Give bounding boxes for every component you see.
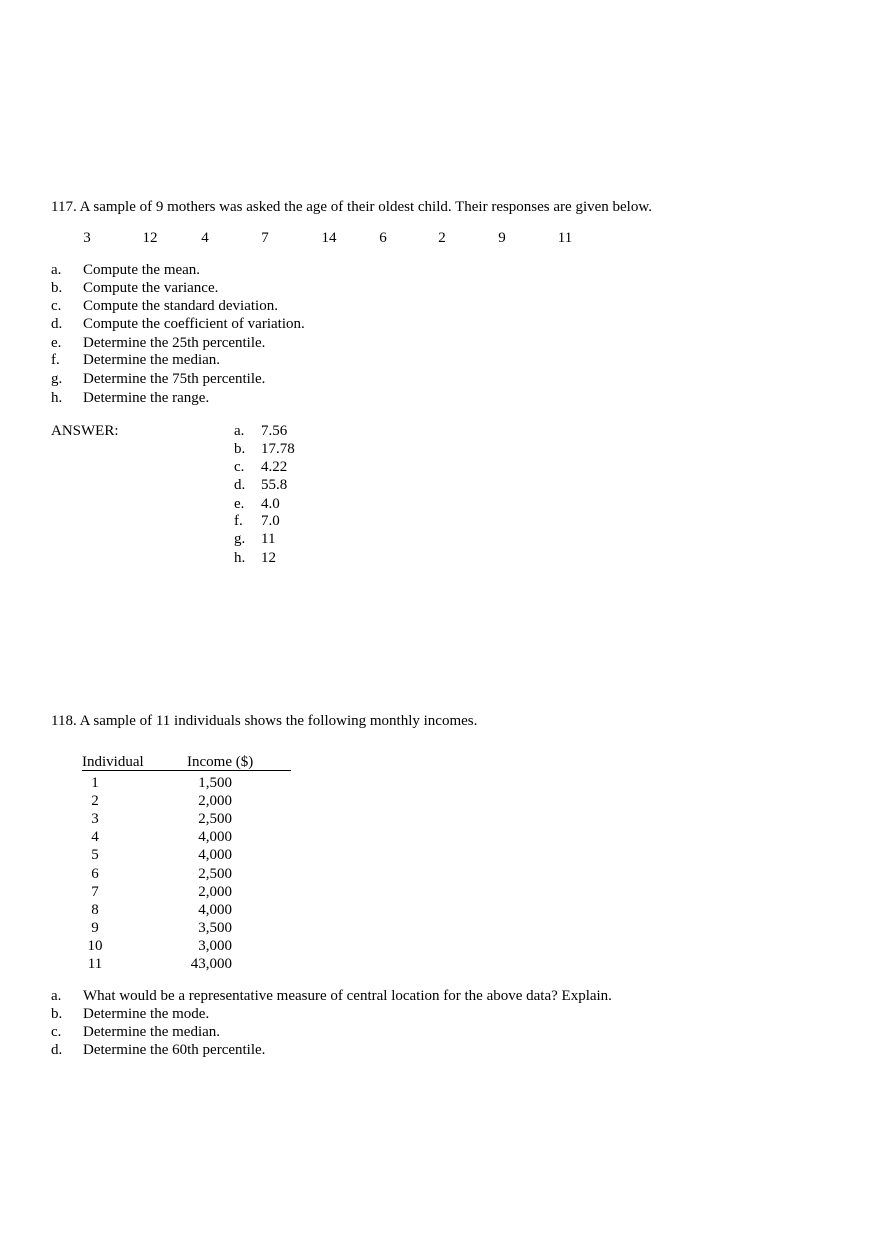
part-label: a.	[51, 262, 62, 278]
cell-individual: 8	[91, 902, 99, 918]
header-underline	[82, 770, 291, 771]
answer-item-label: c.	[234, 459, 245, 475]
cell-income: 2,500	[198, 811, 232, 827]
q117-value: 12	[142, 230, 158, 246]
cell-income: 3,000	[198, 938, 232, 954]
part-label: d.	[51, 1042, 63, 1058]
part-text: Determine the median.	[83, 1024, 221, 1040]
cell-individual: 6	[91, 866, 99, 882]
part-text: Compute the mean.	[83, 262, 201, 278]
answer-item-value: 7.56	[261, 423, 288, 439]
part-text: Determine the 60th percentile.	[83, 1042, 266, 1058]
part-label: b.	[51, 1006, 63, 1022]
cell-income: 4,000	[198, 902, 232, 918]
answer-label: ANSWER:	[51, 423, 119, 439]
table-row	[82, 937, 292, 955]
answer-item-value: 7.0	[261, 513, 280, 529]
part-text: Determine the range.	[83, 390, 210, 406]
part-text: Compute the coefficient of variation.	[83, 316, 305, 332]
q117-value: 4	[201, 230, 209, 246]
q117-value: 2	[438, 230, 446, 246]
part-text: Compute the standard deviation.	[83, 298, 278, 314]
part-text: Compute the variance.	[83, 280, 219, 296]
cell-income: 3,500	[198, 920, 232, 936]
q117-value: 3	[83, 230, 91, 246]
cell-individual: 5	[91, 847, 99, 863]
q117-value: 7	[261, 230, 269, 246]
cell-individual: 10	[87, 938, 103, 954]
table-row	[82, 792, 292, 810]
table-row	[82, 846, 292, 864]
answer-item-value: 4.0	[261, 496, 280, 512]
cell-income: 43,000	[190, 956, 232, 972]
cell-income: 2,500	[198, 866, 232, 882]
answer-item-value: 55.8	[261, 477, 288, 493]
part-label: e.	[51, 335, 62, 351]
question-118-text: 118. A sample of 11 individuals shows the following monthly incomes.	[51, 713, 478, 729]
cell-individual: 9	[91, 920, 99, 936]
table-row	[82, 810, 292, 828]
table-row	[82, 919, 292, 937]
table-row	[82, 901, 292, 919]
part-label: h.	[51, 390, 63, 406]
cell-income: 2,000	[198, 884, 232, 900]
part-label: b.	[51, 280, 63, 296]
column-header-income: Income ($)	[187, 754, 254, 770]
cell-income: 4,000	[198, 829, 232, 845]
answer-item-label: h.	[234, 550, 246, 566]
part-label: c.	[51, 1024, 62, 1040]
answer-item-value: 12	[261, 550, 276, 566]
q117-value: 9	[498, 230, 506, 246]
q117-value: 14	[321, 230, 337, 246]
part-text: Determine the 75th percentile.	[83, 371, 266, 387]
cell-individual: 11	[87, 956, 103, 972]
q117-value: 6	[379, 230, 387, 246]
part-label: g.	[51, 371, 63, 387]
cell-income: 1,500	[198, 775, 232, 791]
cell-individual: 1	[91, 775, 99, 791]
table-row	[82, 828, 292, 846]
answer-item-label: e.	[234, 496, 245, 512]
table-row	[82, 883, 292, 901]
part-label: c.	[51, 298, 62, 314]
question-117-text: 117. A sample of 9 mothers was asked the age of their oldest child. Their responses are given below.	[51, 199, 652, 215]
answer-item-value: 17.78	[261, 441, 295, 457]
answer-item-value: 4.22	[261, 459, 288, 475]
cell-income: 2,000	[198, 793, 232, 809]
answer-item-label: f.	[234, 513, 243, 529]
cell-individual: 3	[91, 811, 99, 827]
table-row	[82, 865, 292, 883]
answer-item-label: b.	[234, 441, 246, 457]
part-label: a.	[51, 988, 62, 1004]
column-header-individual: Individual	[82, 754, 144, 770]
table-header	[82, 753, 292, 771]
part-text: Determine the median.	[83, 352, 221, 368]
answer-item-label: a.	[234, 423, 245, 439]
answer-item-value: 11	[261, 531, 276, 547]
cell-individual: 2	[91, 793, 99, 809]
answer-item-label: d.	[234, 477, 246, 493]
cell-individual: 4	[91, 829, 99, 845]
part-text: Determine the mode.	[83, 1006, 210, 1022]
table-row	[82, 955, 292, 973]
part-text: What would be a representative measure of central location for the above data? Explain.	[83, 988, 612, 1004]
answer-item-label: g.	[234, 531, 246, 547]
cell-income: 4,000	[198, 847, 232, 863]
part-label: f.	[51, 352, 60, 368]
table-row	[82, 774, 292, 792]
part-text: Determine the 25th percentile.	[83, 335, 266, 351]
q117-value: 11	[557, 230, 573, 246]
cell-individual: 7	[91, 884, 99, 900]
part-label: d.	[51, 316, 63, 332]
